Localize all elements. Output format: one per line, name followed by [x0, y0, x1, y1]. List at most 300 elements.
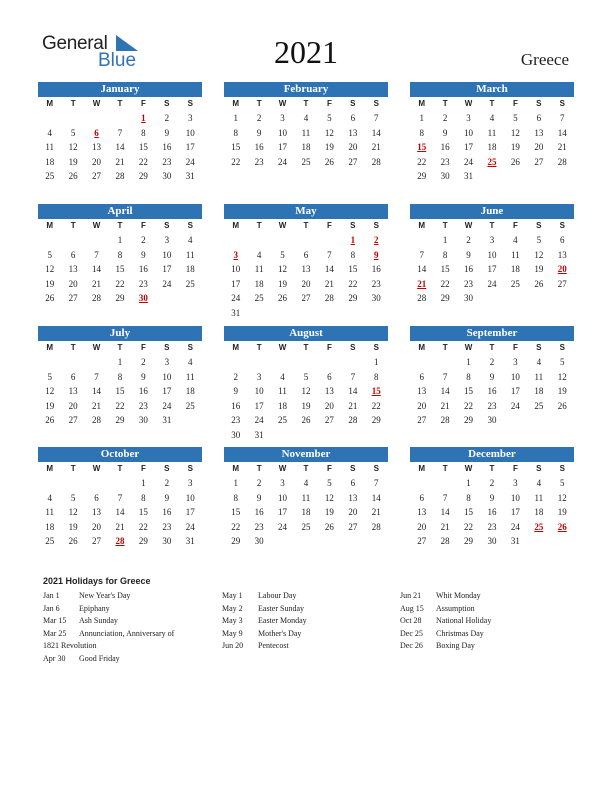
- day-cell: 31: [185, 171, 195, 182]
- day-cell: 17: [464, 142, 474, 153]
- day-cell: 1: [233, 478, 238, 488]
- weekday-label: S: [187, 464, 193, 473]
- day-cell: 14: [115, 507, 125, 518]
- week-row: [224, 505, 388, 520]
- week-row: [38, 248, 202, 263]
- weekday-label: S: [187, 343, 193, 352]
- day-cell: 2: [442, 113, 448, 123]
- day-cell: 27: [348, 521, 358, 532]
- weekday-label: F: [326, 99, 332, 108]
- day-cell: 7: [350, 371, 356, 382]
- day-cell: 2: [466, 235, 471, 245]
- holiday-name: New Year's Day: [79, 591, 131, 600]
- week-row: [38, 476, 202, 491]
- day-cell: 1: [117, 235, 123, 245]
- day-cell: 24: [510, 400, 520, 411]
- week-row: [410, 140, 574, 155]
- day-cell: 16: [464, 264, 474, 275]
- holiday-name: Christmas Day: [436, 628, 484, 638]
- day-cell: 28: [115, 536, 125, 547]
- day-cell: 23: [138, 400, 148, 411]
- day-cell: 4: [303, 478, 309, 488]
- day-cell: 20: [417, 521, 427, 532]
- day-cell: 24: [464, 156, 474, 167]
- week-row: [410, 262, 574, 277]
- holiday-date: May 1: [222, 591, 243, 600]
- day-cell: 6: [70, 249, 76, 260]
- weekday-label: T: [70, 221, 76, 230]
- day-cell: 8: [117, 371, 123, 382]
- month-august: [224, 326, 388, 443]
- day-cell: 6: [536, 113, 542, 123]
- day-cell: 27: [92, 171, 102, 182]
- day-cell: 26: [510, 156, 520, 167]
- month-title: April: [38, 204, 202, 219]
- week-row: [38, 534, 202, 549]
- day-cell: 2: [233, 371, 238, 382]
- month-title: February: [224, 82, 388, 97]
- day-cell: 13: [557, 249, 567, 260]
- day-cell: 30: [162, 536, 172, 547]
- day-cell: 25: [487, 156, 497, 167]
- day-cell: 11: [301, 492, 311, 503]
- week-row: [224, 262, 388, 277]
- day-cell: 26: [45, 293, 55, 304]
- day-cell: 11: [45, 507, 55, 518]
- weekday-label: F: [140, 464, 146, 473]
- day-cell: 5: [280, 249, 285, 260]
- day-cell: 11: [534, 371, 544, 382]
- weekday-label: M: [418, 99, 426, 108]
- holiday-item: [43, 653, 174, 666]
- day-cell: 5: [559, 478, 565, 488]
- weekday-label: M: [232, 343, 240, 352]
- day-cell: 23: [254, 156, 264, 167]
- day-cell: 28: [440, 536, 450, 547]
- empty-day-cell: [179, 413, 202, 428]
- day-cell: 29: [115, 415, 125, 426]
- day-cell: 2: [256, 113, 262, 123]
- day-cell: 23: [138, 278, 148, 289]
- empty-day-cell: [504, 291, 527, 306]
- holiday-date: May 2: [222, 603, 243, 613]
- day-cell: 18: [185, 264, 195, 275]
- weekday-label: S: [559, 464, 565, 473]
- weekday-label: M: [232, 221, 240, 230]
- week-row: [38, 126, 202, 141]
- day-cell: 31: [510, 536, 520, 547]
- week-row: [38, 291, 202, 306]
- holiday-list: [43, 576, 583, 663]
- empty-day-cell: [271, 306, 294, 321]
- empty-day-cell: [551, 291, 574, 306]
- day-cell: 8: [466, 492, 471, 503]
- day-cell: 28: [371, 521, 381, 532]
- day-cell: 25: [45, 171, 55, 182]
- day-cell: 20: [557, 264, 567, 275]
- empty-day-cell: [504, 169, 527, 184]
- day-cell: 22: [348, 278, 358, 289]
- weekday-label: S: [373, 343, 379, 352]
- day-cell: 14: [348, 386, 358, 397]
- weekday-label: F: [326, 343, 332, 352]
- week-row: [224, 428, 388, 443]
- day-cell: 17: [254, 400, 264, 411]
- empty-day-cell: [294, 428, 317, 443]
- week-row: [38, 155, 202, 170]
- holiday-date: Oct 28: [400, 616, 422, 625]
- weekday-label: T: [303, 99, 309, 108]
- weekday-label: F: [140, 343, 146, 352]
- weekday-label: T: [256, 99, 262, 108]
- weekday-label: S: [350, 221, 356, 230]
- day-cell: 28: [92, 293, 102, 304]
- month-title: January: [38, 82, 202, 97]
- empty-day-cell: [38, 233, 61, 248]
- holiday-item: [43, 640, 174, 653]
- day-cell: 9: [489, 492, 495, 503]
- day-cell: 10: [510, 492, 520, 503]
- day-cell: 9: [466, 249, 471, 260]
- day-cell: 13: [417, 507, 427, 518]
- day-cell: 17: [162, 386, 172, 397]
- empty-day-cell: [365, 534, 388, 549]
- day-cell: 4: [256, 249, 262, 260]
- weekday-label: M: [46, 464, 54, 473]
- weekday-label: W: [278, 343, 287, 352]
- day-cell: 7: [117, 127, 123, 138]
- day-cell: 10: [231, 264, 241, 275]
- weekday-label: S: [350, 99, 356, 108]
- holiday-name: Ash Sunday: [79, 616, 118, 625]
- day-cell: 17: [487, 264, 497, 275]
- day-cell: 18: [45, 156, 55, 167]
- day-cell: 25: [254, 293, 264, 304]
- day-cell: 15: [371, 386, 381, 397]
- empty-day-cell: [271, 233, 294, 248]
- day-cell: 24: [278, 156, 288, 167]
- empty-day-cell: [61, 111, 84, 126]
- weekday-label: S: [164, 343, 170, 352]
- empty-day-cell: [85, 476, 108, 491]
- day-cell: 7: [94, 371, 99, 382]
- empty-day-cell: [108, 476, 131, 491]
- day-cell: 5: [47, 249, 52, 260]
- holiday-name: National Holiday: [436, 616, 492, 625]
- day-cell: 15: [417, 142, 427, 153]
- weekday-label: M: [46, 343, 54, 352]
- day-cell: 26: [68, 536, 78, 547]
- day-cell: 8: [350, 249, 356, 260]
- empty-day-cell: [294, 233, 317, 248]
- day-cell: 13: [324, 386, 334, 397]
- day-cell: 13: [301, 264, 311, 275]
- weekday-label: S: [373, 221, 379, 230]
- empty-day-cell: [61, 355, 84, 370]
- logo-text-blue: Blue: [98, 50, 137, 71]
- day-cell: 9: [141, 249, 146, 260]
- day-cell: 4: [513, 235, 518, 245]
- weekday-header: [410, 97, 574, 111]
- day-cell: 15: [464, 507, 474, 518]
- holiday-name: Labour Day: [258, 591, 297, 600]
- empty-day-cell: [551, 169, 574, 184]
- empty-day-cell: [341, 428, 364, 443]
- day-cell: 20: [68, 400, 78, 411]
- week-row: [410, 248, 574, 263]
- weekday-label: W: [92, 343, 101, 352]
- day-cell: 30: [138, 293, 148, 304]
- day-cell: 7: [442, 492, 448, 503]
- day-cell: 15: [440, 264, 450, 275]
- day-cell: 27: [68, 293, 78, 304]
- weekday-label: W: [278, 464, 287, 473]
- day-cell: 29: [417, 171, 427, 182]
- day-cell: 17: [231, 278, 241, 289]
- day-cell: 24: [510, 521, 520, 532]
- day-cell: 1: [466, 357, 471, 367]
- week-row: [38, 370, 202, 385]
- day-cell: 19: [557, 386, 567, 397]
- day-cell: 22: [231, 156, 241, 167]
- weekday-label: W: [278, 221, 287, 230]
- weekday-label: F: [140, 99, 146, 108]
- day-cell: 10: [162, 249, 172, 260]
- weekday-label: S: [350, 464, 356, 473]
- week-row: [38, 140, 202, 155]
- day-cell: 30: [464, 293, 474, 304]
- day-cell: 3: [489, 235, 495, 245]
- day-cell: 26: [45, 415, 55, 426]
- weekday-label: F: [326, 464, 332, 473]
- day-cell: 6: [419, 492, 424, 503]
- month-september: [410, 326, 574, 428]
- weekday-label: M: [418, 221, 426, 230]
- logo-text-general: General: [42, 33, 108, 54]
- holiday-name: Assumption: [436, 603, 475, 613]
- weekday-label: S: [187, 99, 193, 108]
- day-cell: 3: [513, 357, 518, 367]
- week-row: [224, 534, 388, 549]
- holiday-date: Dec 26: [400, 641, 423, 650]
- day-cell: 20: [348, 142, 358, 153]
- holiday-date: May 3: [222, 616, 243, 625]
- day-cell: 20: [417, 400, 427, 411]
- day-cell: 24: [487, 278, 497, 289]
- weekday-label: T: [303, 464, 309, 473]
- day-cell: 18: [534, 507, 544, 518]
- holiday-item: [400, 640, 491, 653]
- day-cell: 10: [464, 127, 474, 138]
- week-row: [224, 233, 388, 248]
- holiday-item: [222, 615, 307, 628]
- day-cell: 19: [45, 278, 55, 289]
- holiday-name: Annunciation, Anniversary of: [79, 628, 175, 638]
- day-cell: 27: [534, 156, 544, 167]
- day-cell: 19: [68, 156, 78, 167]
- day-cell: 10: [254, 386, 264, 397]
- day-cell: 20: [348, 507, 358, 518]
- empty-day-cell: [365, 306, 388, 321]
- holiday-item: [222, 603, 307, 616]
- weekday-label: T: [117, 343, 123, 352]
- empty-day-cell: [480, 291, 503, 306]
- day-cell: 7: [559, 113, 565, 123]
- day-cell: 18: [301, 507, 311, 518]
- weekday-header: [38, 341, 202, 355]
- day-cell: 26: [324, 156, 334, 167]
- month-title: May: [224, 204, 388, 219]
- day-cell: 25: [510, 278, 520, 289]
- day-cell: 21: [417, 278, 427, 289]
- month-april: [38, 204, 202, 306]
- empty-day-cell: [318, 306, 341, 321]
- day-cell: 19: [557, 507, 567, 518]
- month-title: November: [224, 447, 388, 462]
- day-cell: 13: [417, 386, 427, 397]
- day-cell: 22: [138, 521, 148, 532]
- weekday-label: T: [489, 221, 495, 230]
- holiday-name: 1821 Revolution: [43, 641, 97, 650]
- day-cell: 24: [185, 521, 195, 532]
- day-cell: 26: [557, 521, 567, 532]
- day-cell: 24: [162, 400, 172, 411]
- day-cell: 16: [487, 386, 497, 397]
- weekday-header: [410, 219, 574, 233]
- holiday-date: Jun 21: [400, 591, 422, 600]
- weekday-label: W: [92, 464, 101, 473]
- day-cell: 6: [94, 492, 99, 503]
- day-cell: 3: [233, 249, 238, 260]
- day-cell: 8: [141, 492, 146, 503]
- month-january: [38, 82, 202, 184]
- day-cell: 2: [489, 357, 495, 367]
- empty-day-cell: [247, 355, 270, 370]
- day-cell: 13: [348, 127, 358, 138]
- weekday-label: T: [256, 464, 262, 473]
- weekday-label: F: [512, 464, 518, 473]
- day-cell: 29: [464, 415, 474, 426]
- day-cell: 3: [256, 371, 262, 382]
- weekday-label: W: [278, 99, 287, 108]
- weekday-label: M: [232, 99, 240, 108]
- day-cell: 13: [92, 142, 102, 153]
- day-cell: 25: [278, 415, 288, 426]
- empty-day-cell: [433, 476, 456, 491]
- day-cell: 5: [536, 235, 542, 245]
- day-cell: 7: [442, 371, 448, 382]
- week-row: [410, 277, 574, 292]
- holiday-name: Easter Monday: [258, 616, 307, 625]
- day-cell: 15: [231, 142, 241, 153]
- day-cell: 11: [254, 264, 264, 275]
- empty-day-cell: [341, 355, 364, 370]
- weekday-label: F: [512, 99, 518, 108]
- day-cell: 17: [185, 142, 195, 153]
- day-cell: 21: [115, 156, 125, 167]
- day-cell: 16: [138, 264, 148, 275]
- day-cell: 8: [419, 127, 424, 138]
- day-cell: 22: [231, 521, 241, 532]
- day-cell: 19: [45, 400, 55, 411]
- week-row: [410, 155, 574, 170]
- weekday-label: T: [442, 343, 448, 352]
- day-cell: 19: [324, 142, 334, 153]
- weekday-label: T: [442, 99, 448, 108]
- day-cell: 2: [164, 113, 170, 123]
- holiday-date: Apr 30: [43, 653, 66, 663]
- day-cell: 21: [115, 521, 125, 532]
- day-cell: 3: [164, 357, 170, 367]
- week-row: [224, 291, 388, 306]
- weekday-label: W: [464, 221, 473, 230]
- day-cell: 29: [138, 171, 148, 182]
- day-cell: 20: [534, 142, 544, 153]
- day-cell: 16: [254, 507, 264, 518]
- day-cell: 30: [231, 429, 241, 440]
- day-cell: 7: [373, 478, 379, 488]
- day-cell: 23: [464, 278, 474, 289]
- day-cell: 13: [68, 386, 78, 397]
- holiday-item: [400, 603, 491, 616]
- day-cell: 22: [440, 278, 450, 289]
- day-cell: 23: [162, 156, 172, 167]
- day-cell: 30: [487, 415, 497, 426]
- empty-day-cell: [480, 169, 503, 184]
- day-cell: 27: [417, 536, 427, 547]
- day-cell: 3: [280, 113, 285, 123]
- day-cell: 1: [117, 357, 123, 367]
- weekday-label: T: [256, 221, 262, 230]
- month-may: [224, 204, 388, 321]
- day-cell: 24: [278, 521, 288, 532]
- weekday-label: T: [70, 99, 76, 108]
- day-cell: 1: [350, 235, 356, 245]
- empty-day-cell: [85, 111, 108, 126]
- day-cell: 5: [303, 371, 309, 382]
- day-cell: 14: [115, 142, 125, 153]
- empty-day-cell: [224, 355, 247, 370]
- week-row: [38, 111, 202, 126]
- holiday-list-title: 2021 Holidays for Greece: [43, 576, 151, 586]
- day-cell: 5: [327, 478, 332, 488]
- day-cell: 26: [278, 293, 288, 304]
- empty-day-cell: [85, 233, 108, 248]
- day-cell: 6: [303, 249, 309, 260]
- week-row: [410, 355, 574, 370]
- day-cell: 28: [417, 293, 427, 304]
- day-cell: 11: [511, 249, 520, 260]
- day-cell: 25: [301, 156, 311, 167]
- day-cell: 12: [301, 386, 311, 397]
- day-cell: 21: [348, 400, 358, 411]
- day-cell: 8: [373, 371, 379, 382]
- day-cell: 27: [92, 536, 102, 547]
- day-cell: 9: [489, 371, 495, 382]
- day-cell: 19: [534, 264, 544, 275]
- month-november: [224, 447, 388, 549]
- week-row: [410, 384, 574, 399]
- day-cell: 2: [141, 357, 146, 367]
- day-cell: 12: [324, 492, 334, 503]
- day-cell: 4: [536, 357, 542, 367]
- day-cell: 26: [68, 171, 78, 182]
- holiday-item: [400, 615, 491, 628]
- day-cell: 18: [254, 278, 264, 289]
- day-cell: 12: [324, 127, 334, 138]
- day-cell: 6: [327, 371, 332, 382]
- empty-day-cell: [365, 428, 388, 443]
